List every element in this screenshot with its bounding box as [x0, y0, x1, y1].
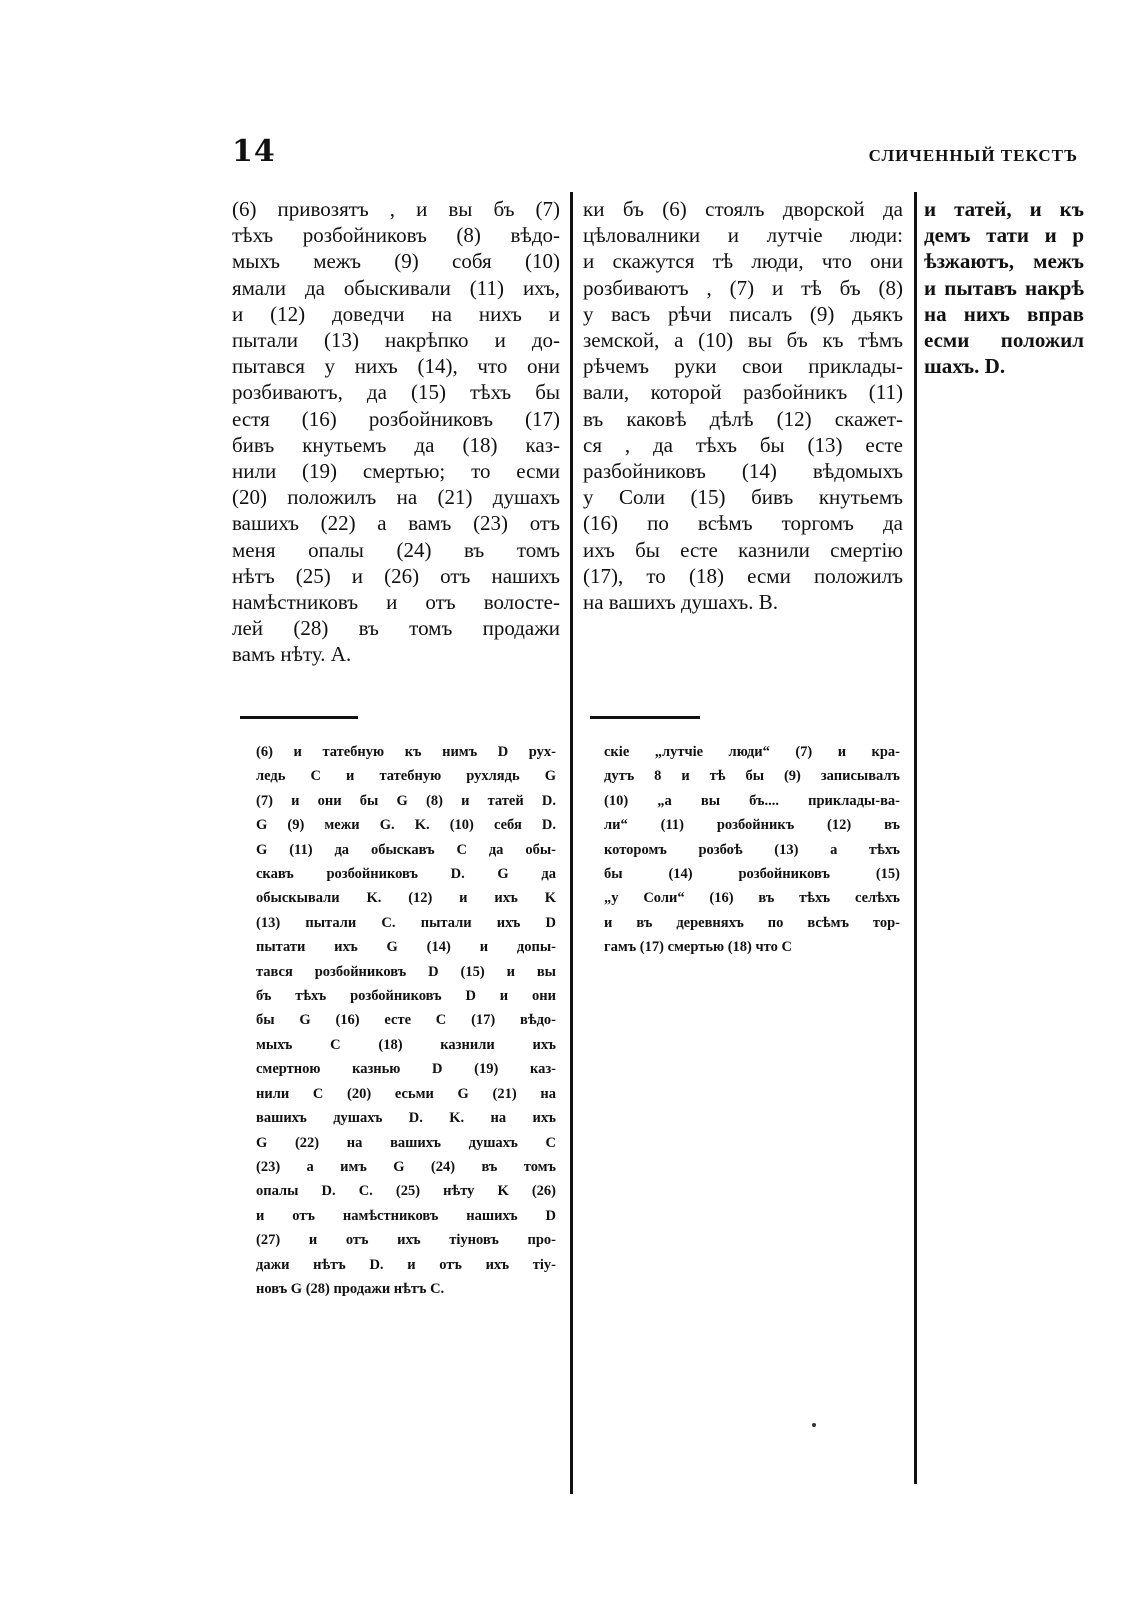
footnote-a-line: нили C (20) есьми G (21) на	[256, 1085, 556, 1102]
footnote-b-line: бы (14) розбойниковъ (15)	[604, 866, 900, 883]
footnote-b-line: (10) „а вы бъ.... приклады-ва-	[604, 792, 900, 809]
column-b-line: розбиваютъ , (7) и тѣ бъ (8)	[583, 275, 903, 300]
footnotes-column-b	[604, 740, 900, 960]
column-a-line: лей (28) въ томъ продажи	[232, 616, 560, 641]
column-b-line: разбойниковъ (14) вѣдомыхъ	[583, 459, 903, 484]
column-b-line: и скажутся тѣ люди, что они	[583, 249, 903, 274]
column-c-line: на нихъ вправ	[924, 301, 1084, 326]
footnote-a-line: (6) и татебную къ нимъ D рух-	[256, 744, 556, 760]
page-number: 14	[232, 134, 276, 169]
footnote-b-line: которомъ розбоѣ (13) а тѣхъ	[604, 841, 900, 858]
footnote-a-line: ледь C и татебную рухлядь G	[256, 768, 556, 785]
footnote-a-line: (13) пытали C. пытали ихъ D	[256, 914, 556, 931]
column-b-line: ся , да тѣхъ бы (13) есте	[583, 432, 903, 457]
column-b-line: (16) по всѣмъ торгомъ да	[583, 511, 903, 536]
footnote-a-line: дажи нѣтъ D. и отъ ихъ тіу-	[256, 1256, 556, 1273]
column-c-line: есми положил	[924, 328, 1084, 353]
column-a-line: розбиваютъ, да (15) тѣхъ бы	[232, 380, 560, 405]
footnote-a-line: тався розбойниковъ D (15) и вы	[256, 963, 556, 980]
footnotes-column-a	[256, 740, 556, 1301]
column-a-line: (20) положилъ на (21) душахъ	[232, 485, 560, 510]
column-b-line: въ каковѣ дѣлѣ (12) скажет-	[583, 406, 903, 431]
footnote-a-line: новъ G (28) продажи нѣтъ C.	[256, 1280, 445, 1297]
column-a-line: (6) привозятъ , и вы бъ (7)	[232, 197, 560, 221]
column-b-line: у васъ рѣчи писалъ (9) дьякъ	[583, 301, 903, 326]
footnote-a-line: бы G (16) есте C (17) вѣдо-	[256, 1012, 556, 1029]
footnote-a-line: G (11) да обыскавъ C да обы-	[256, 841, 556, 858]
column-b-line: у Соли (15) бивъ кнутьемъ	[583, 485, 903, 510]
footnote-rule-a	[240, 716, 358, 719]
column-a-line: мыхъ межъ (9) собя (10)	[232, 249, 560, 274]
column-b-line: (17), то (18) есми положилъ	[583, 563, 903, 588]
column-a-line: нѣтъ (25) и (26) отъ нашихъ	[232, 563, 560, 588]
footnote-b-line: дутъ 8 и тѣ бы (9) записывалъ	[604, 768, 900, 785]
column-a-line: меня опалы (24) въ томъ	[232, 537, 560, 562]
column-c-line: шахъ. D.	[924, 354, 1006, 379]
column-c-line: и татей, и къ	[924, 197, 1084, 221]
footnote-a-line: вашихъ душахъ D. K. на ихъ	[256, 1110, 556, 1127]
column-c-line: и пытавъ накрѣ	[924, 275, 1084, 300]
footnote-a-line: G (22) на вашихъ душахъ C	[256, 1134, 556, 1151]
footnote-b-line: скіе „лутчіе люди“ (7) и кра-	[604, 744, 900, 760]
footnote-a-line: (7) и они бы G (8) и татей D.	[256, 792, 556, 809]
footnote-a-line: и отъ намѣстниковъ нашихъ D	[256, 1207, 556, 1224]
column-a-line: и (12) доведчи на нихъ и	[232, 301, 560, 326]
column-b-line: рѣчемъ руки свои приклады-	[583, 354, 903, 379]
column-a-line: пытався у нихъ (14), что они	[232, 354, 560, 379]
column-b-line: вали, которой разбойникъ (11)	[583, 380, 903, 405]
footnote-b-line: гамъ (17) смертью (18) что C	[604, 939, 792, 956]
column-b-line: на вашихъ душахъ. B.	[583, 590, 778, 615]
column-b-line: ки бъ (6) стоялъ дворской да	[583, 197, 903, 221]
footnote-a-line: смертною казнью D (19) каз-	[256, 1061, 556, 1078]
column-c-line: демъ тати и р	[924, 223, 1084, 248]
column-a-line: вамъ нѣту. A.	[232, 642, 352, 667]
column-b-line: ихъ бы есте казнили смертію	[583, 537, 903, 562]
column-c-line: ѣзжаютъ, межъ	[924, 249, 1084, 274]
column-b-text	[583, 196, 903, 615]
footnote-b-line: ли“ (11) розбойникъ (12) въ	[604, 817, 900, 834]
footnote-a-line: пытати ихъ G (14) и допы-	[256, 939, 556, 956]
column-divider-right	[914, 192, 917, 1484]
footnote-b-line: „у Соли“ (16) въ тѣхъ селѣхъ	[604, 890, 900, 907]
column-c-text	[924, 196, 1084, 379]
column-b-line: цѣловалники и лутчіе люди:	[583, 223, 903, 248]
footnote-a-line: бъ тѣхъ розбойниковъ D и они	[256, 988, 556, 1005]
footnote-a-line: скавъ розбойниковъ D. G да	[256, 866, 556, 883]
column-a-line: тѣхъ розбойниковъ (8) вѣдо-	[232, 223, 560, 248]
column-a-line: ямали да обыскивали (11) ихъ,	[232, 275, 560, 300]
column-a-line: вашихъ (22) а вамъ (23) отъ	[232, 511, 560, 536]
footnote-rule-b	[590, 716, 700, 719]
running-head: СЛИЧЕННЫЙ ТЕКСТЪ	[868, 146, 1078, 165]
footnote-a-line: мыхъ C (18) казнили ихъ	[256, 1036, 556, 1053]
footnote-a-line: (27) и отъ ихъ тіуновъ про-	[256, 1232, 556, 1249]
footnote-a-line: обыскывали K. (12) и ихъ K	[256, 890, 556, 907]
column-a-line: бивъ кнутьемъ да (18) каз-	[232, 432, 560, 457]
footnote-a-line: (23) а имъ G (24) въ томъ	[256, 1158, 556, 1175]
footnote-a-line: опалы D. C. (25) нѣту K (26)	[256, 1183, 556, 1200]
column-a-line: пытали (13) накрѣпко и до-	[232, 328, 560, 353]
column-a-text	[232, 196, 560, 668]
footnote-b-line: и въ деревняхъ по всѣмъ тор-	[604, 914, 900, 931]
column-divider-left	[570, 192, 573, 1494]
ink-speck	[812, 1423, 816, 1427]
column-a-line: намѣстниковъ и отъ волосте-	[232, 590, 560, 615]
column-b-line: земской, а (10) вы бъ къ тѣмъ	[583, 328, 903, 353]
footnote-a-line: G (9) межи G. K. (10) себя D.	[256, 817, 556, 834]
column-a-line: естя (16) розбойниковъ (17)	[232, 406, 560, 431]
column-a-line: нили (19) смертью; то есми	[232, 459, 560, 484]
